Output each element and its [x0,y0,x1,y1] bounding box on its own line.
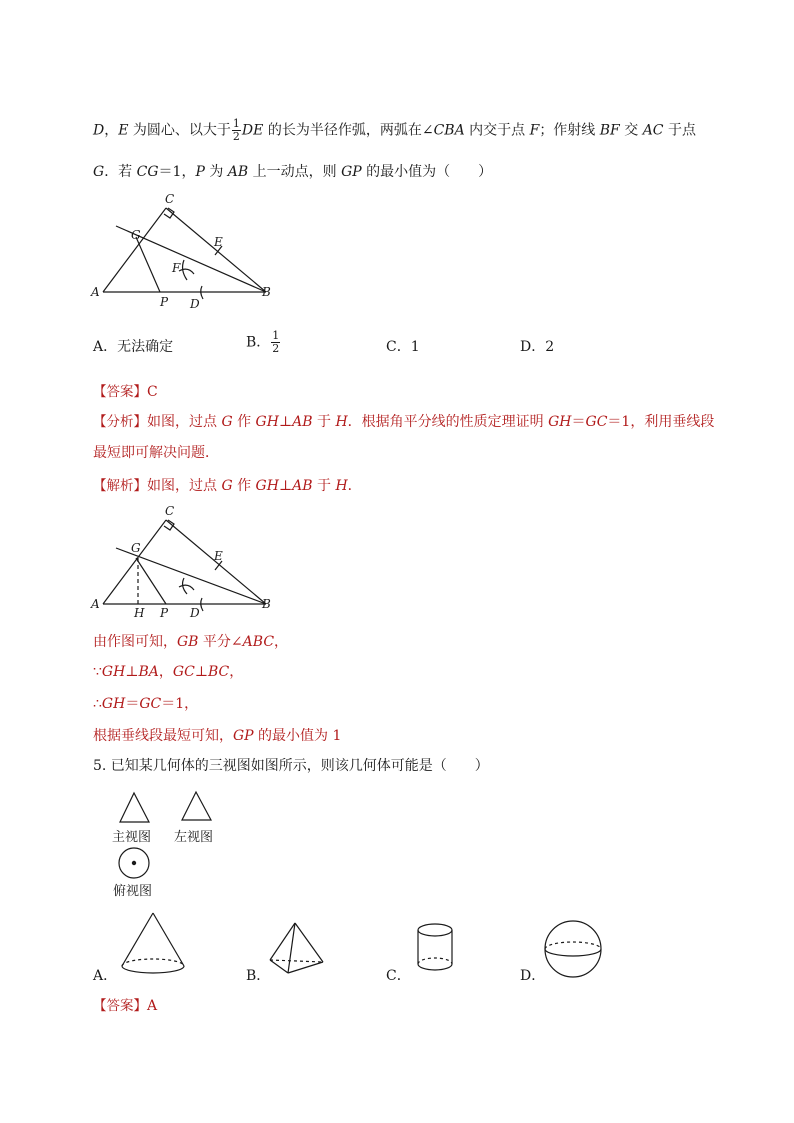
q4-answer: 【答案】C [93,384,158,400]
option-d-sphere [542,918,606,982]
q4-solution-line1: 【解析】如图，过点 G 作 GH⊥AB 于 H． [93,478,362,494]
q5-option-d-label: D． [520,968,546,984]
option-c-cylinder [414,920,458,980]
label-g: G [131,228,141,242]
q4-stem-line1: D，E 为圆心、以大于 $\frac{1}{2}$ DE 的长为半径作弧，两弧在∠CBA 内交于点 F；作射线 BF 交 AC 于点 [93,117,696,143]
arc-f2 [179,269,194,274]
label-p: P [160,295,169,308]
q4-option-a: A．无法确定 [93,339,174,355]
label-f: F [172,261,181,275]
label-b: B [262,285,271,299]
label-e: E [214,549,223,563]
q4-analysis-line1: 【分析】如图，过点 G 作 GH⊥AB 于 H．根据角平分线的性质定理证明 GH＝GC＝1，利用垂线段 [93,414,715,430]
side-view-triangle [182,792,211,820]
label-b: B [262,597,271,611]
q4-solution-figure [88,500,288,620]
option-b-pyramid [268,920,328,980]
q4-triangle-figure [88,188,288,308]
segment-gp [136,237,160,292]
label-e: E [214,235,223,249]
segment-ac [103,208,166,292]
q4-solution-step1: 由作图可知，GB 平分∠ABC， [93,634,289,650]
label-p: P [160,606,169,620]
segment-cb [166,208,266,292]
q5-option-c-label: C． [386,968,411,984]
q4-solution-step4: 根据垂线段最短可知，GP 的最小值为 1 [93,728,342,744]
option-a-cone [118,910,190,980]
label-a: A [91,285,100,299]
front-view-triangle [120,793,149,822]
arc-f1 [183,260,187,280]
label-d: D [190,606,200,620]
q4-option-d: D．2 [520,339,555,355]
fraction-half: $\frac{1}{2}$ [232,117,240,143]
q5-stem: 5. 已知某几何体的三视图如图所示，则该几何体可能是（ ） [93,758,489,774]
top-view-center-dot [132,861,136,865]
label-c: C [165,504,175,518]
label-g: G [131,541,141,555]
label-h: H [134,606,145,620]
top-view-caption: 俯视图 [113,884,153,899]
label-d: D [190,297,200,308]
label-c: C [165,192,175,206]
q4-solution-step2: ∵GH⊥BA，GC⊥BC， [93,664,244,680]
q4-analysis-line2: 最短即可解决问题． [93,445,219,461]
q4-option-c: C．1 [386,339,420,355]
q5-option-b-label: B． [246,968,271,984]
q4-solution-step3: ∴GH＝GC＝1， [93,696,199,712]
label-a: A [91,597,100,611]
q5-answer: 【答案】A [93,998,158,1014]
q5-option-a-label: A． [93,968,118,984]
side-view-caption: 左视图 [174,830,214,845]
q4-option-b: B． $\frac{1}{2}$ [246,329,280,355]
q4-stem-line2: G．若 CG＝1，P 为 AB 上一动点，则 GP 的最小值为（ ） [93,164,493,180]
front-view-caption: 主视图 [112,830,152,845]
